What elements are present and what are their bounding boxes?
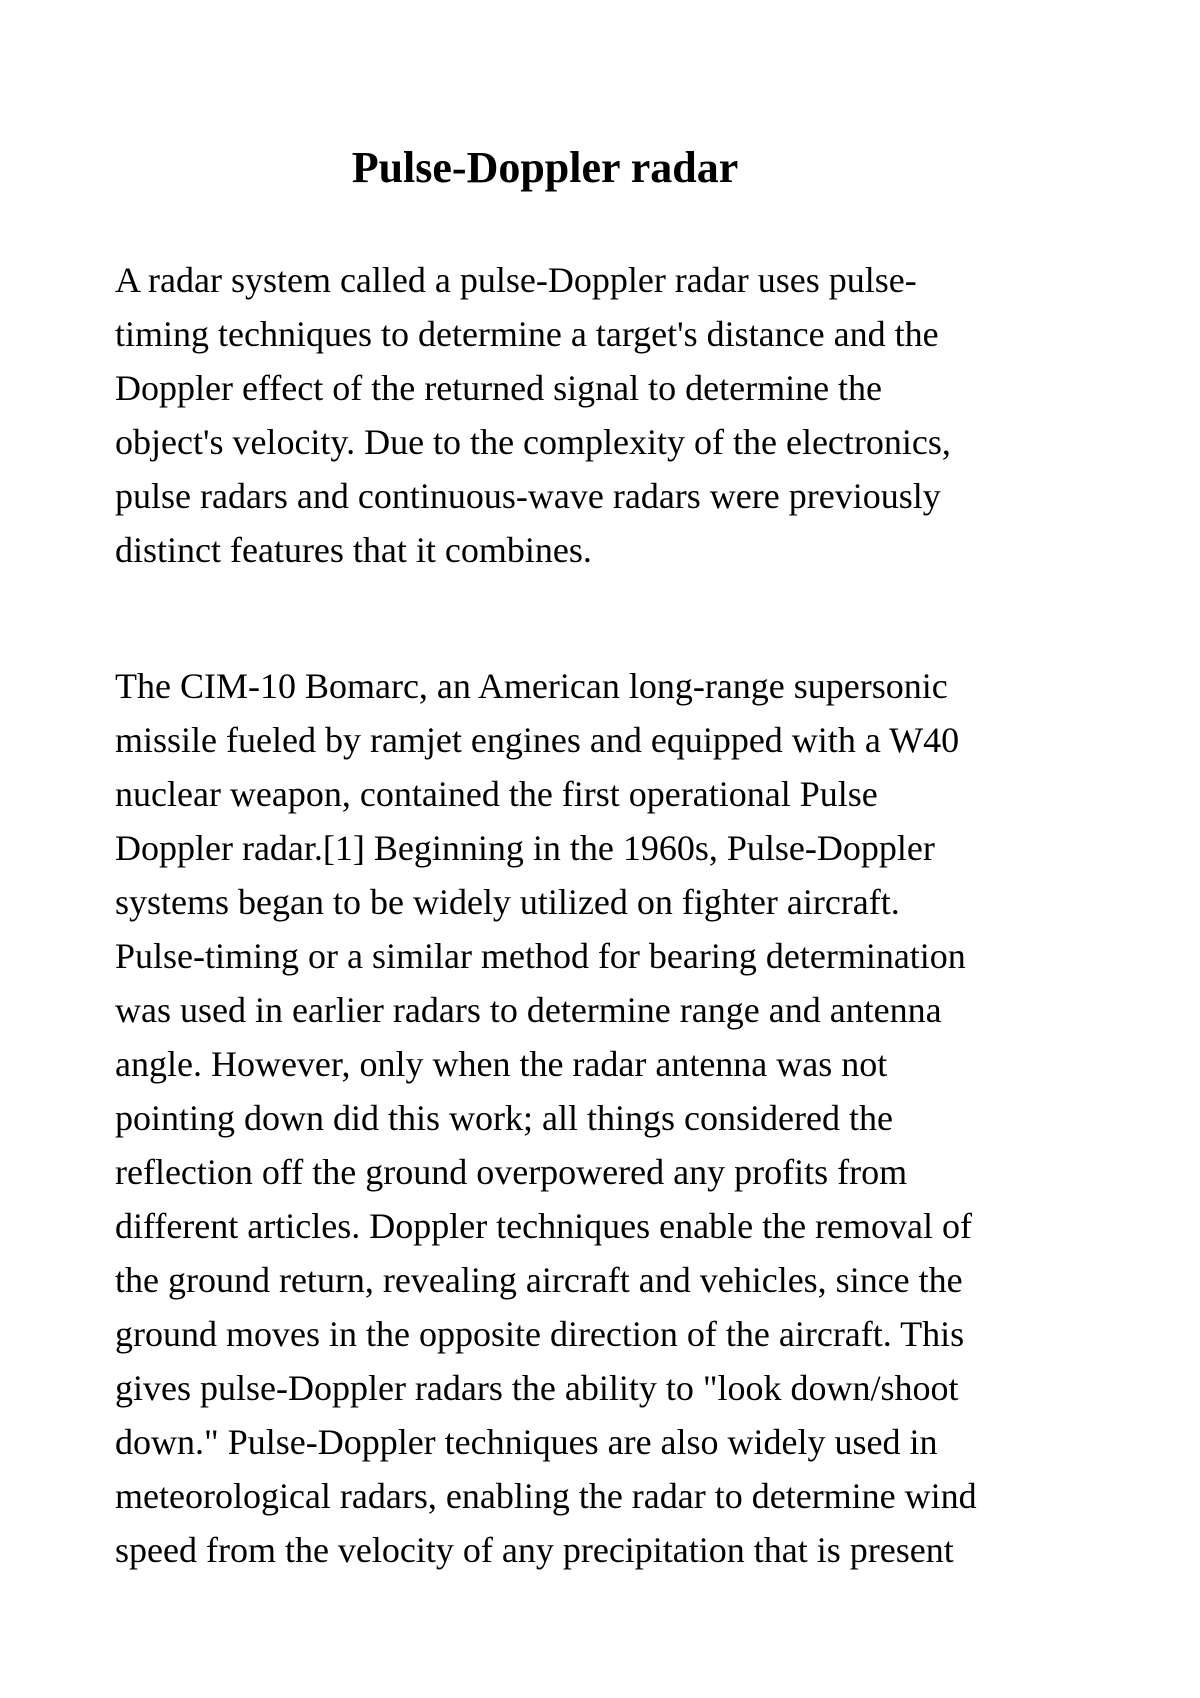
paragraph-line: Pulse-timing or a similar method for bearing determination — [115, 936, 966, 976]
paragraph-line: gives pulse-Doppler radars the ability to "look down/shoot — [115, 1368, 959, 1408]
paragraph-line: the ground return, revealing aircraft and vehicles, since the — [115, 1260, 963, 1300]
paragraph-line: missile fueled by ramjet engines and equipped with a W40 — [115, 720, 960, 760]
paragraph-line: pulse radars and continuous-wave radars were previously — [115, 476, 941, 516]
document-title: Pulse-Doppler radar — [351, 143, 739, 192]
paragraph-line: systems began to be widely utilized on fighter aircraft. — [115, 882, 900, 922]
paragraph-line: ground moves in the opposite direction of the aircraft. This — [115, 1314, 965, 1354]
paragraph-line: meteorological radars, enabling the radar to determine wind — [115, 1476, 977, 1516]
paragraph-history — [115, 659, 977, 1577]
paragraph-line: reflection off the ground overpowered any profits from — [115, 1152, 908, 1192]
paragraph-line: Doppler effect of the returned signal to determine the — [115, 368, 883, 408]
paragraph-line: nuclear weapon, contained the first operational Pulse — [115, 774, 878, 814]
paragraph-line: down." Pulse-Doppler techniques are also widely used in — [115, 1422, 938, 1462]
paragraph-line: distinct features that it combines. — [115, 530, 592, 570]
paragraph-line: The CIM-10 Bomarc, an American long-range supersonic — [115, 666, 948, 706]
paragraph-line: was used in earlier radars to determine range and antenna — [115, 990, 942, 1030]
paragraph-line: timing techniques to determine a target's distance and the — [115, 314, 939, 354]
paragraph-line: pointing down did this work; all things considered the — [115, 1098, 893, 1138]
paragraph-line: A radar system called a pulse-Doppler radar uses pulse- — [115, 260, 917, 300]
paragraph-line: angle. However, only when the radar antenna was not — [115, 1044, 888, 1084]
paragraph-line: object's velocity. Due to the complexity of the electronics, — [115, 422, 951, 462]
paragraph-intro — [115, 253, 951, 577]
paragraph-line: speed from the velocity of any precipitation that is present — [115, 1530, 954, 1570]
paragraph-line: different articles. Doppler techniques enable the removal of — [115, 1206, 972, 1246]
paragraph-line: Doppler radar.[1] Beginning in the 1960s, Pulse-Doppler — [115, 828, 935, 868]
